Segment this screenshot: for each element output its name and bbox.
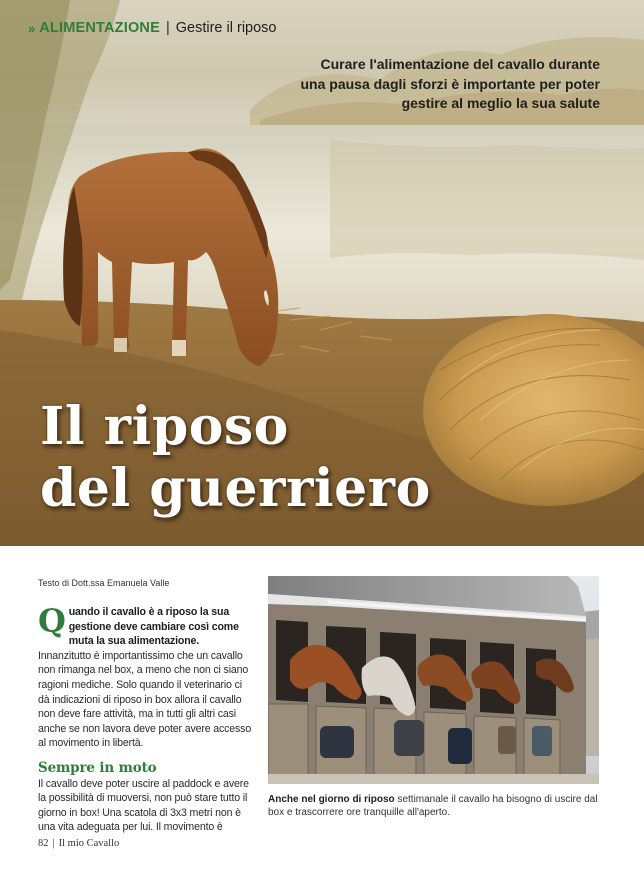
section-name: ALIMENTAZIONE [39, 20, 160, 36]
photo-caption-text: settimanale il cavallo ha bisogno di uscire dal box e trascorrere ore tranquille all'aperto. [268, 794, 598, 818]
article-subheading: Sempre in moto [38, 759, 157, 776]
page-title [40, 396, 431, 520]
stable-photo [268, 576, 599, 784]
dropcap: Q [38, 602, 66, 640]
article-paragraph-1-text: Innanzitutto è importantissimo che un cavallo non rimanga nel box, a meno che non ci siano ragioni mediche. Solo quando il veterinario ci dà indicazioni di riposo in box allora il cavallo non deve fare attività, ma in tutti gli altri casi anche se non lavora deve poter avere accesso al movimento in libertà. [38, 649, 252, 750]
photo-caption-lead: Anche nel giorno di riposo [268, 794, 395, 805]
section-tag [28, 20, 277, 36]
photo-caption [268, 793, 608, 819]
article-paragraph-1 [38, 602, 254, 751]
footer-separator: | [52, 838, 55, 849]
section-divider: | [165, 20, 170, 36]
page-footer [38, 838, 119, 849]
article-lead: uando il cavallo è a riposo la sua gestione deve cambiare così come muta la sua alimentazione. [68, 606, 239, 648]
page-number: 82 [38, 838, 49, 849]
hero-lead: Curare l'alimentazione del cavallo durante una pausa dagli sforzi è importante per poter gestire al meglio la sua salute [300, 56, 600, 111]
article-paragraph-2: Il cavallo deve poter uscire al paddock e avere la possibilità di muoversi, non può stare tutto il giorno in box! Una scatola di 3x3 metri non è una vita adeguata per lui. Il movimento è [38, 777, 249, 834]
page-title-line-2: del guerriero [40, 458, 431, 519]
section-arrows-icon: » [28, 20, 36, 36]
page-title-line-1: Il riposo [40, 396, 289, 457]
stable-horses-illustration [268, 576, 599, 784]
article-body [38, 602, 254, 835]
byline: Testo di Dott.ssa Emanuela Valle [38, 578, 170, 588]
section-topic: Gestire il riposo [175, 20, 277, 36]
magazine-name: Il mio Cavallo [58, 838, 120, 849]
